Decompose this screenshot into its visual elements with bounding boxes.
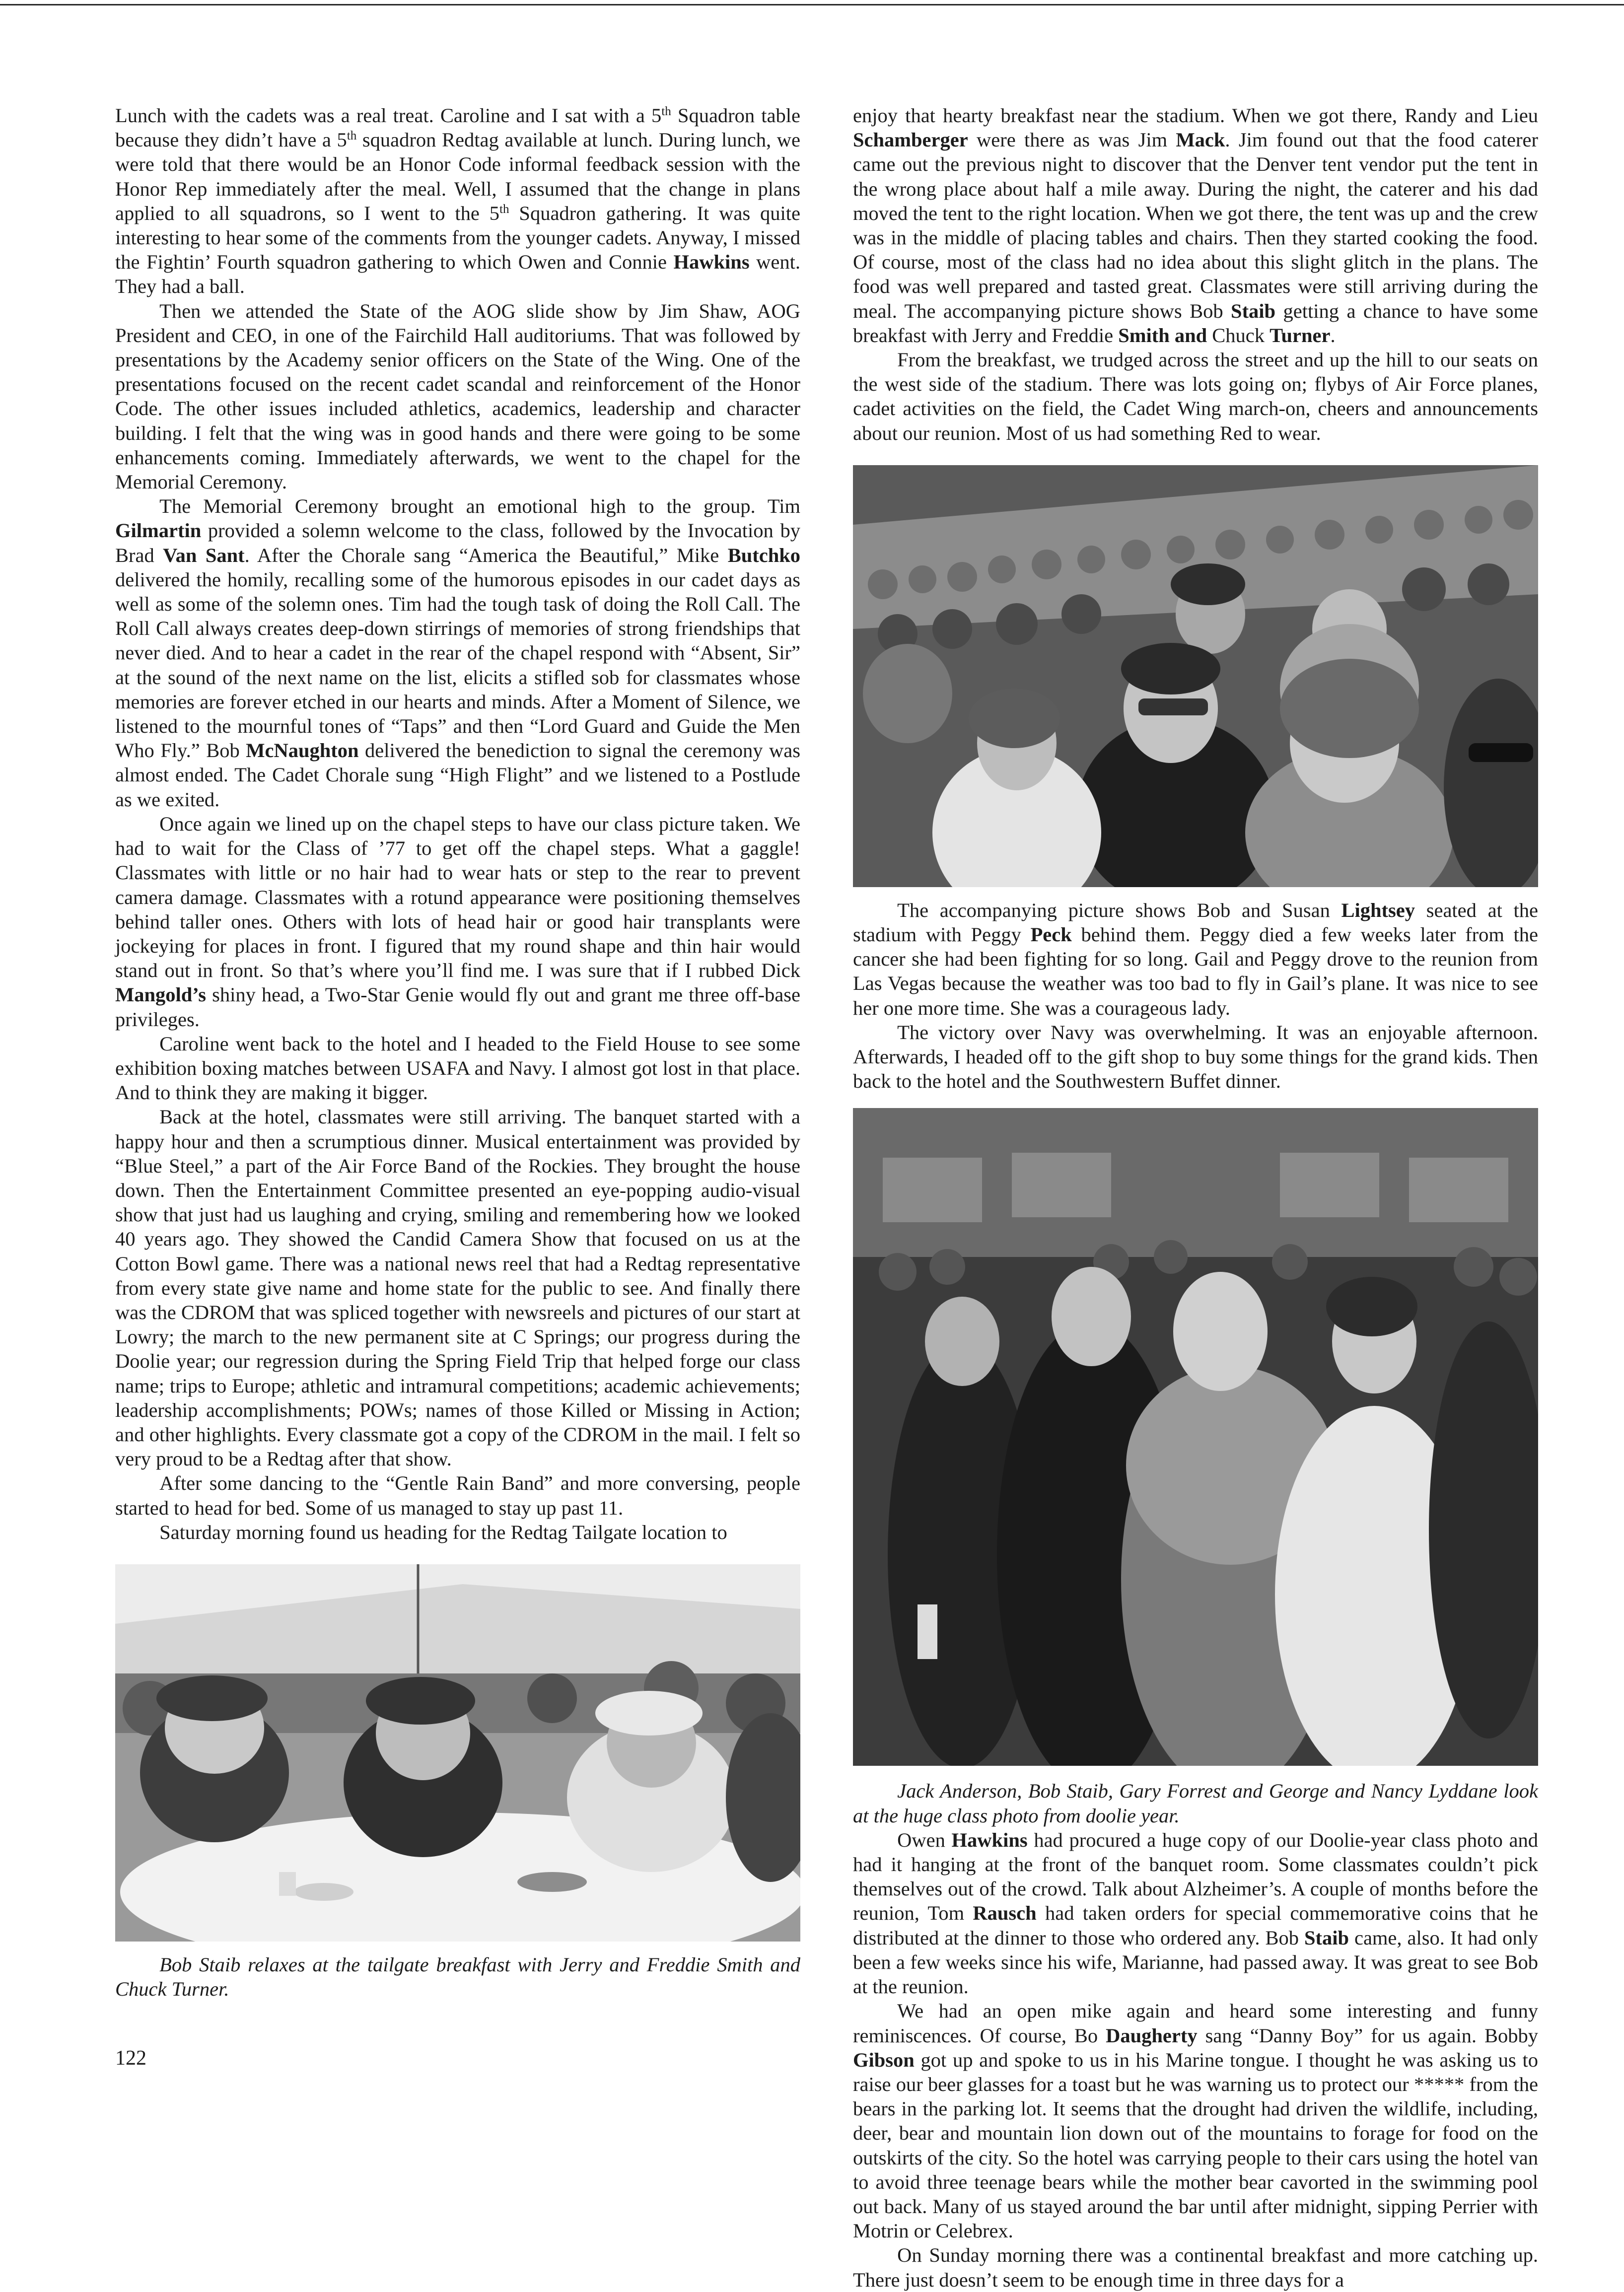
paragraph: Lunch with the cadets was a real treat. Caroline and I sat with a 5th Squadron table because they didn’t have a 5th squadron Redtag available at lunch. During lunch, we were told that there would be an Honor Code informal feedback session with the Honor Rep immediately after the meal. Well, I assumed that the change in plans applied to all squadrons, so I went to the 5th Squadron gathering. It was quite interesting to hear some of the comments from the younger cadets. Anyway, I missed the Fightin’ Fourth squadron gathering to which Owen and Connie Hawkins went. They had a ball. bbox=[115, 104, 800, 298]
top-rule bbox=[0, 4, 1624, 5]
right-column bbox=[853, 103, 1538, 2292]
page-number: 122 bbox=[115, 2047, 146, 2070]
stadium-seating-photo bbox=[853, 465, 1538, 887]
paragraph: From the breakfast, we trudged across the street and up the hill to our seats on the west side of the stadium. There was lots going on; flybys of Air Force planes, cadet activities on the field, the Cadet Wing march-on, cheers and announcements about our reunion. Most of us had something Red to wear. bbox=[853, 348, 1538, 444]
left-column bbox=[115, 103, 800, 2001]
paragraph: Saturday morning found us heading for the Redtag Tailgate location to bbox=[159, 1521, 727, 1543]
paragraph: Once again we lined up on the chapel steps to have our class picture taken. We had to wait for the Class of ’77 to get off the chapel steps. What a gaggle! Classmates with little or no hair had to wear hats or step to the rear to prevent camera damage. Classmates with a rotund appearance were positioning themselves behind taller ones. Others with lots of head hair or good hair transplants were jockeying for places in front. I figured that my round shape and thin hair would stand out in front. So that’s where you’ll find me. I was sure that if I rubbed Dick Mangold’s shiny head, a Two-Star Genie would fly out and grant me three off-base privileges. bbox=[115, 812, 800, 1031]
paragraph: Owen Hawkins had procured a huge copy of our Doolie-year class photo and had it hanging at the front of the banquet room. Some classmates couldn’t pick themselves out of the crowd. Talk about Alzheimer’s. A couple of months before the reunion, Tom Rausch had taken orders for special commemorative coins that he distributed at the dinner to those who ordered any. Bob Staib came, also. It had only been a few weeks since his wife, Marianne, had passed away. It was great to see Bob at the reunion. bbox=[853, 1828, 1538, 1998]
banquet-photo-caption: Jack Anderson, Bob Staib, Gary Forrest and George and Nancy Lyddane look at the huge class photo from doolie year. bbox=[853, 1780, 1538, 1827]
tailgate-breakfast-photo bbox=[115, 1564, 800, 1942]
tailgate-photo-caption: Bob Staib relaxes at the tailgate breakfast with Jerry and Freddie Smith and Chuck Turner. bbox=[115, 1953, 800, 2001]
paragraph: The accompanying picture shows Bob and Susan Lightsey seated at the stadium with Peggy Peck behind them. Peggy died a few weeks later from the cancer she had been fighting for so long. Gail and Peggy drove to the reunion from Las Vegas because the weather was too bad to fly in Gail’s plane. It was nice to see her one more time. She was a courageous lady. bbox=[853, 899, 1538, 1019]
paragraph: The Memorial Ceremony brought an emotional high to the group. Tim Gilmartin provided a solemn welcome to the class, followed by the Invocation by Brad Van Sant. After the Chorale sang “America the Beautiful,” Mike Butchko delivered the homily, recalling some of the humorous episodes in our cadet days as well as some of the solemn ones. Tim had the tough task of doing the Roll Call. The Roll Call always creates deep-down stirrings of memories of strong friendships that never died. And to hear a cadet in the rear of the chapel respond with “Absent, Sir” at the sound of the next name on the list, elicits a stifled sob for classmates whose memories are forever etched in our hearts and minds. After a Moment of Silence, we listened to the mournful tones of “Taps” and then “Lord Guard and Guide the Men Who Fly.” Bob McNaughton delivered the benediction to signal the ceremony was almost ended. The Cadet Chorale sung “High Flight” and we listened to a Postlude as we exited. bbox=[115, 495, 800, 811]
paragraph: Then we attended the State of the AOG slide show by Jim Shaw, AOG President and CEO, in one of the Fairchild Hall auditoriums. That was followed by presentations by the Academy senior officers on the State of the Wing. One of the presentations focused on the recent cadet scandal and reinforcement of the Honor Code. The other issues included athletics, academics, leadership and character building. I felt that the wing was in good hands and there were going to be some enhancements coming. Immediately afterwards, we went to the chapel for the Memorial Ceremony. bbox=[115, 299, 800, 493]
paragraph: The victory over Navy was overwhelming. It was an enjoyable afternoon. Afterwards, I headed off to the gift shop to buy some things for the grand kids. Then back to the hotel and the Southwestern Buffet dinner. bbox=[853, 1021, 1538, 1093]
banquet-room-photo bbox=[853, 1108, 1538, 1766]
paragraph: Back at the hotel, classmates were still arriving. The banquet started with a happy hour and then a scrumptious dinner. Musical entertainment was provided by “Blue Steel,” a part of the Air Force Band of the Rockies. They brought the house down. Then the Entertainment Committee presented an eye-popping audio-visual show that just had us laughing and crying, smiling and remembering how we looked 40 years ago. They showed the Candid Camera Show that focused on us at the Cotton Bowl game. There was a national news reel that had a Redtag representative from every state give name and home state for the public to see. And finally there was the CDROM that was spliced together with newsreels and pictures of our start at Lowry; the march to the new permanent site at C Springs; our progress during the Doolie year; our regression during the Spring Field Trip that helped forge our class name; trips to Europe; athletic and intramural competitions; academic achievements; leadership accomplishments; POWs; names of those Killed or Missing in Action; and other highlights. Every classmate got a copy of the CDROM in the mail. I felt so very proud to be a Redtag after that show. bbox=[115, 1106, 800, 1470]
paragraph: Caroline went back to the hotel and I headed to the Field House to see some exhibition boxing matches between USAFA and Navy. I almost got lost in that place. And to think they are making it bigger. bbox=[115, 1032, 800, 1104]
paragraph: We had an open mike again and heard some interesting and funny reminiscences. Of course, Bo Daugherty sang “Danny Boy” for us again. Bobby Gibson got up and spoke to us in his Marine tongue. I thought he was asking us to raise our beer glasses for a toast but he was warning us to protect our ***** from the bears in the parking lot. It seems that the drought had driven the wildlife, including, deer, bear and mountain lion down out of the mountains to forage for food on the outskirts of the city. So the hotel was carrying people to their cars using the hotel van to avoid three teenage bears while the mother bear cavorted in the swimming pool out back. Many of us stayed around the bar until after midnight, sipping Perrier with Motrin or Celebrex. bbox=[853, 2000, 1538, 2242]
paragraph: enjoy that hearty breakfast near the stadium. When we got there, Randy and Lieu Schamberger were there as was Jim Mack. Jim found out that the food caterer came out the previous night to discover that the Denver tent vendor put the tent in the wrong place about half a mile away. During the night, the caterer and his dad moved the tent to the right location. When we got there, the tent was up and the crew was in the middle of placing tables and chairs. Then they started cooking the food. Of course, most of the class had no idea about this slight glitch in the plans. The food was well prepared and tasted great. Classmates were still arriving during the meal. The accompanying picture shows Bob Staib getting a chance to have some breakfast with Jerry and Freddie Smith and Chuck Turner. bbox=[853, 104, 1538, 347]
paragraph: On Sunday morning there was a continental breakfast and more catching up. There just doesn’t seem to be enough time in three days for a bbox=[853, 2244, 1538, 2291]
paragraph: After some dancing to the “Gentle Rain Band” and more conversing, people started to head for bed. Some of us managed to stay up past 11. bbox=[115, 1472, 800, 1519]
